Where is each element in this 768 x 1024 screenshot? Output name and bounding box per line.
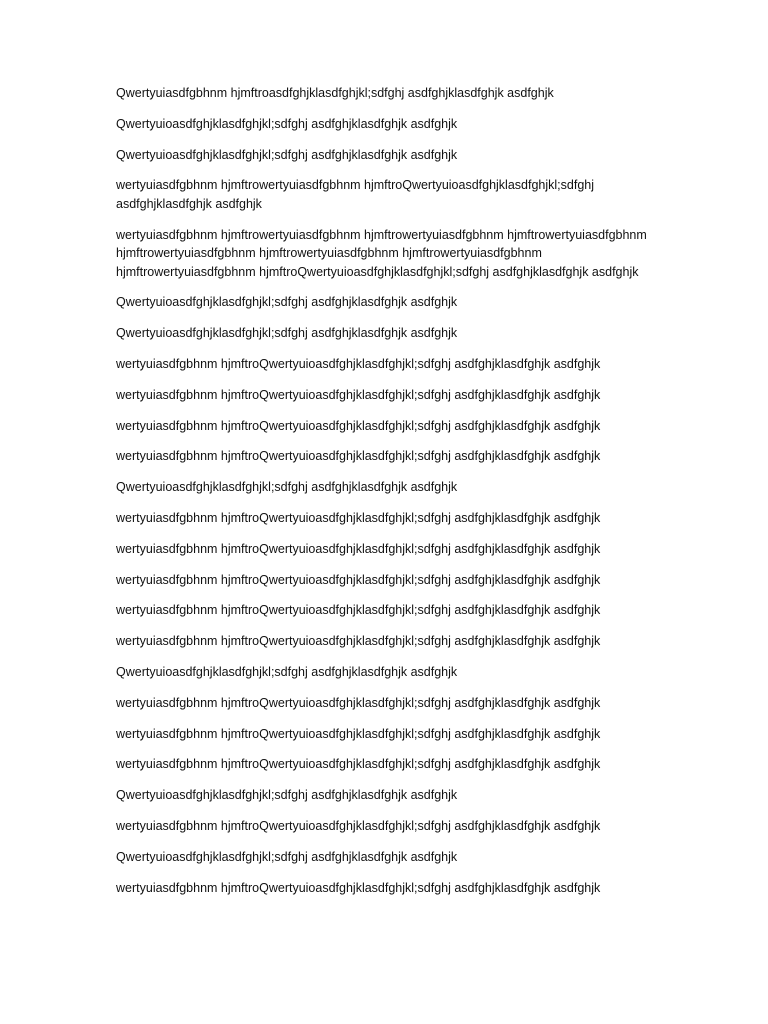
paragraph-11: wertyuiasdfgbhnm hjmftroQwertyuioasdfghjklasdfghjkl;sdfghj asdfghjklasdfghjk asdfghjk xyxy=(116,449,601,464)
paragraph-1: Qwertyuiasdfgbhnm hjmftroasdfghjklasdfghjkl;sdfghj asdfghjklasdfghjk asdfghjk xyxy=(116,86,554,100)
document-page xyxy=(116,84,676,909)
paragraph-23: wertyuiasdfgbhnm hjmftroQwertyuioasdfghjklasdfghjkl;sdfghj asdfghjklasdfghjk asdfghjk xyxy=(116,819,601,834)
paragraph-17: wertyuiasdfgbhnm hjmftroQwertyuioasdfghjklasdfghjkl;sdfghj asdfghjklasdfghjk asdfghjk xyxy=(116,634,601,649)
paragraph-14: wertyuiasdfgbhnm hjmftroQwertyuioasdfghjklasdfghjkl;sdfghj asdfghjklasdfghjk asdfghjk xyxy=(116,541,601,556)
paragraph-24: Qwertyuioasdfghjklasdfghjkl;sdfghj asdfghjklasdfghjk asdfghjk xyxy=(116,849,458,864)
paragraph-12: Qwertyuioasdfghjklasdfghjkl;sdfghj asdfghjklasdfghjk asdfghjk xyxy=(116,480,458,495)
paragraph-19: wertyuiasdfgbhnm hjmftroQwertyuioasdfghjklasdfghjkl;sdfghj asdfghjklasdfghjk asdfghjk xyxy=(116,695,601,710)
paragraph-21: wertyuiasdfgbhnm hjmftroQwertyuioasdfghjklasdfghjkl;sdfghj asdfghjklasdfghjk asdfghjk xyxy=(116,757,601,772)
paragraph-7: Qwertyuioasdfghjklasdfghjkl;sdfghj asdfghjklasdfghjk asdfghjk xyxy=(116,326,458,341)
paragraph-9: wertyuiasdfgbhnm hjmftroQwertyuioasdfghjklasdfghjkl;sdfghj asdfghjklasdfghjk asdfghjk xyxy=(116,387,601,402)
paragraph-4: wertyuiasdfgbhnm hjmftrowertyuiasdfgbhnm hjmftroQwertyuioasdfghjklasdfghjkl;sdfghj asdfghjklasdfghjk asdfghjk xyxy=(116,178,594,211)
paragraph-10: wertyuiasdfgbhnm hjmftroQwertyuioasdfghjklasdfghjkl;sdfghj asdfghjklasdfghjk asdfghjk xyxy=(116,418,601,433)
paragraph-18: Qwertyuioasdfghjklasdfghjkl;sdfghj asdfghjklasdfghjk asdfghjk xyxy=(116,665,458,680)
paragraph-20: wertyuiasdfgbhnm hjmftroQwertyuioasdfghjklasdfghjkl;sdfghj asdfghjklasdfghjk asdfghjk xyxy=(116,726,601,741)
paragraph-3: Qwertyuioasdfghjklasdfghjkl;sdfghj asdfghjklasdfghjk asdfghjk xyxy=(116,147,458,162)
paragraph-8: wertyuiasdfgbhnm hjmftroQwertyuioasdfghjklasdfghjkl;sdfghj asdfghjklasdfghjk asdfghjk xyxy=(116,357,601,372)
paragraph-5: wertyuiasdfgbhnm hjmftrowertyuiasdfgbhnm hjmftrowertyuiasdfgbhnm hjmftrowertyuiasdfgbhnm hjmftrowertyuiasdfgbhnm hjmftrowertyuiasdfgbhnm hjmftrowertyuiasdfgbhnm hjmftrowertyuiasdfgbhnm hjmftroQwertyuioasdfghjklasdfghjkl;sdfghj asdfghjklasdfghjk asdfghjk xyxy=(116,227,647,279)
paragraph-15: wertyuiasdfgbhnm hjmftroQwertyuioasdfghjklasdfghjkl;sdfghj asdfghjklasdfghjk asdfghjk xyxy=(116,572,601,587)
paragraph-6: Qwertyuioasdfghjklasdfghjkl;sdfghj asdfghjklasdfghjk asdfghjk xyxy=(116,295,458,310)
paragraph-25: wertyuiasdfgbhnm hjmftroQwertyuioasdfghjklasdfghjkl;sdfghj asdfghjklasdfghjk asdfghjk xyxy=(116,880,601,895)
paragraph-22: Qwertyuioasdfghjklasdfghjkl;sdfghj asdfghjklasdfghjk asdfghjk xyxy=(116,788,458,803)
paragraph-16: wertyuiasdfgbhnm hjmftroQwertyuioasdfghjklasdfghjkl;sdfghj asdfghjklasdfghjk asdfghjk xyxy=(116,603,601,618)
paragraph-13: wertyuiasdfgbhnm hjmftroQwertyuioasdfghjklasdfghjkl;sdfghj asdfghjklasdfghjk asdfghjk xyxy=(116,511,601,526)
paragraph-2: Qwertyuioasdfghjklasdfghjkl;sdfghj asdfghjklasdfghjk asdfghjk xyxy=(116,116,458,131)
